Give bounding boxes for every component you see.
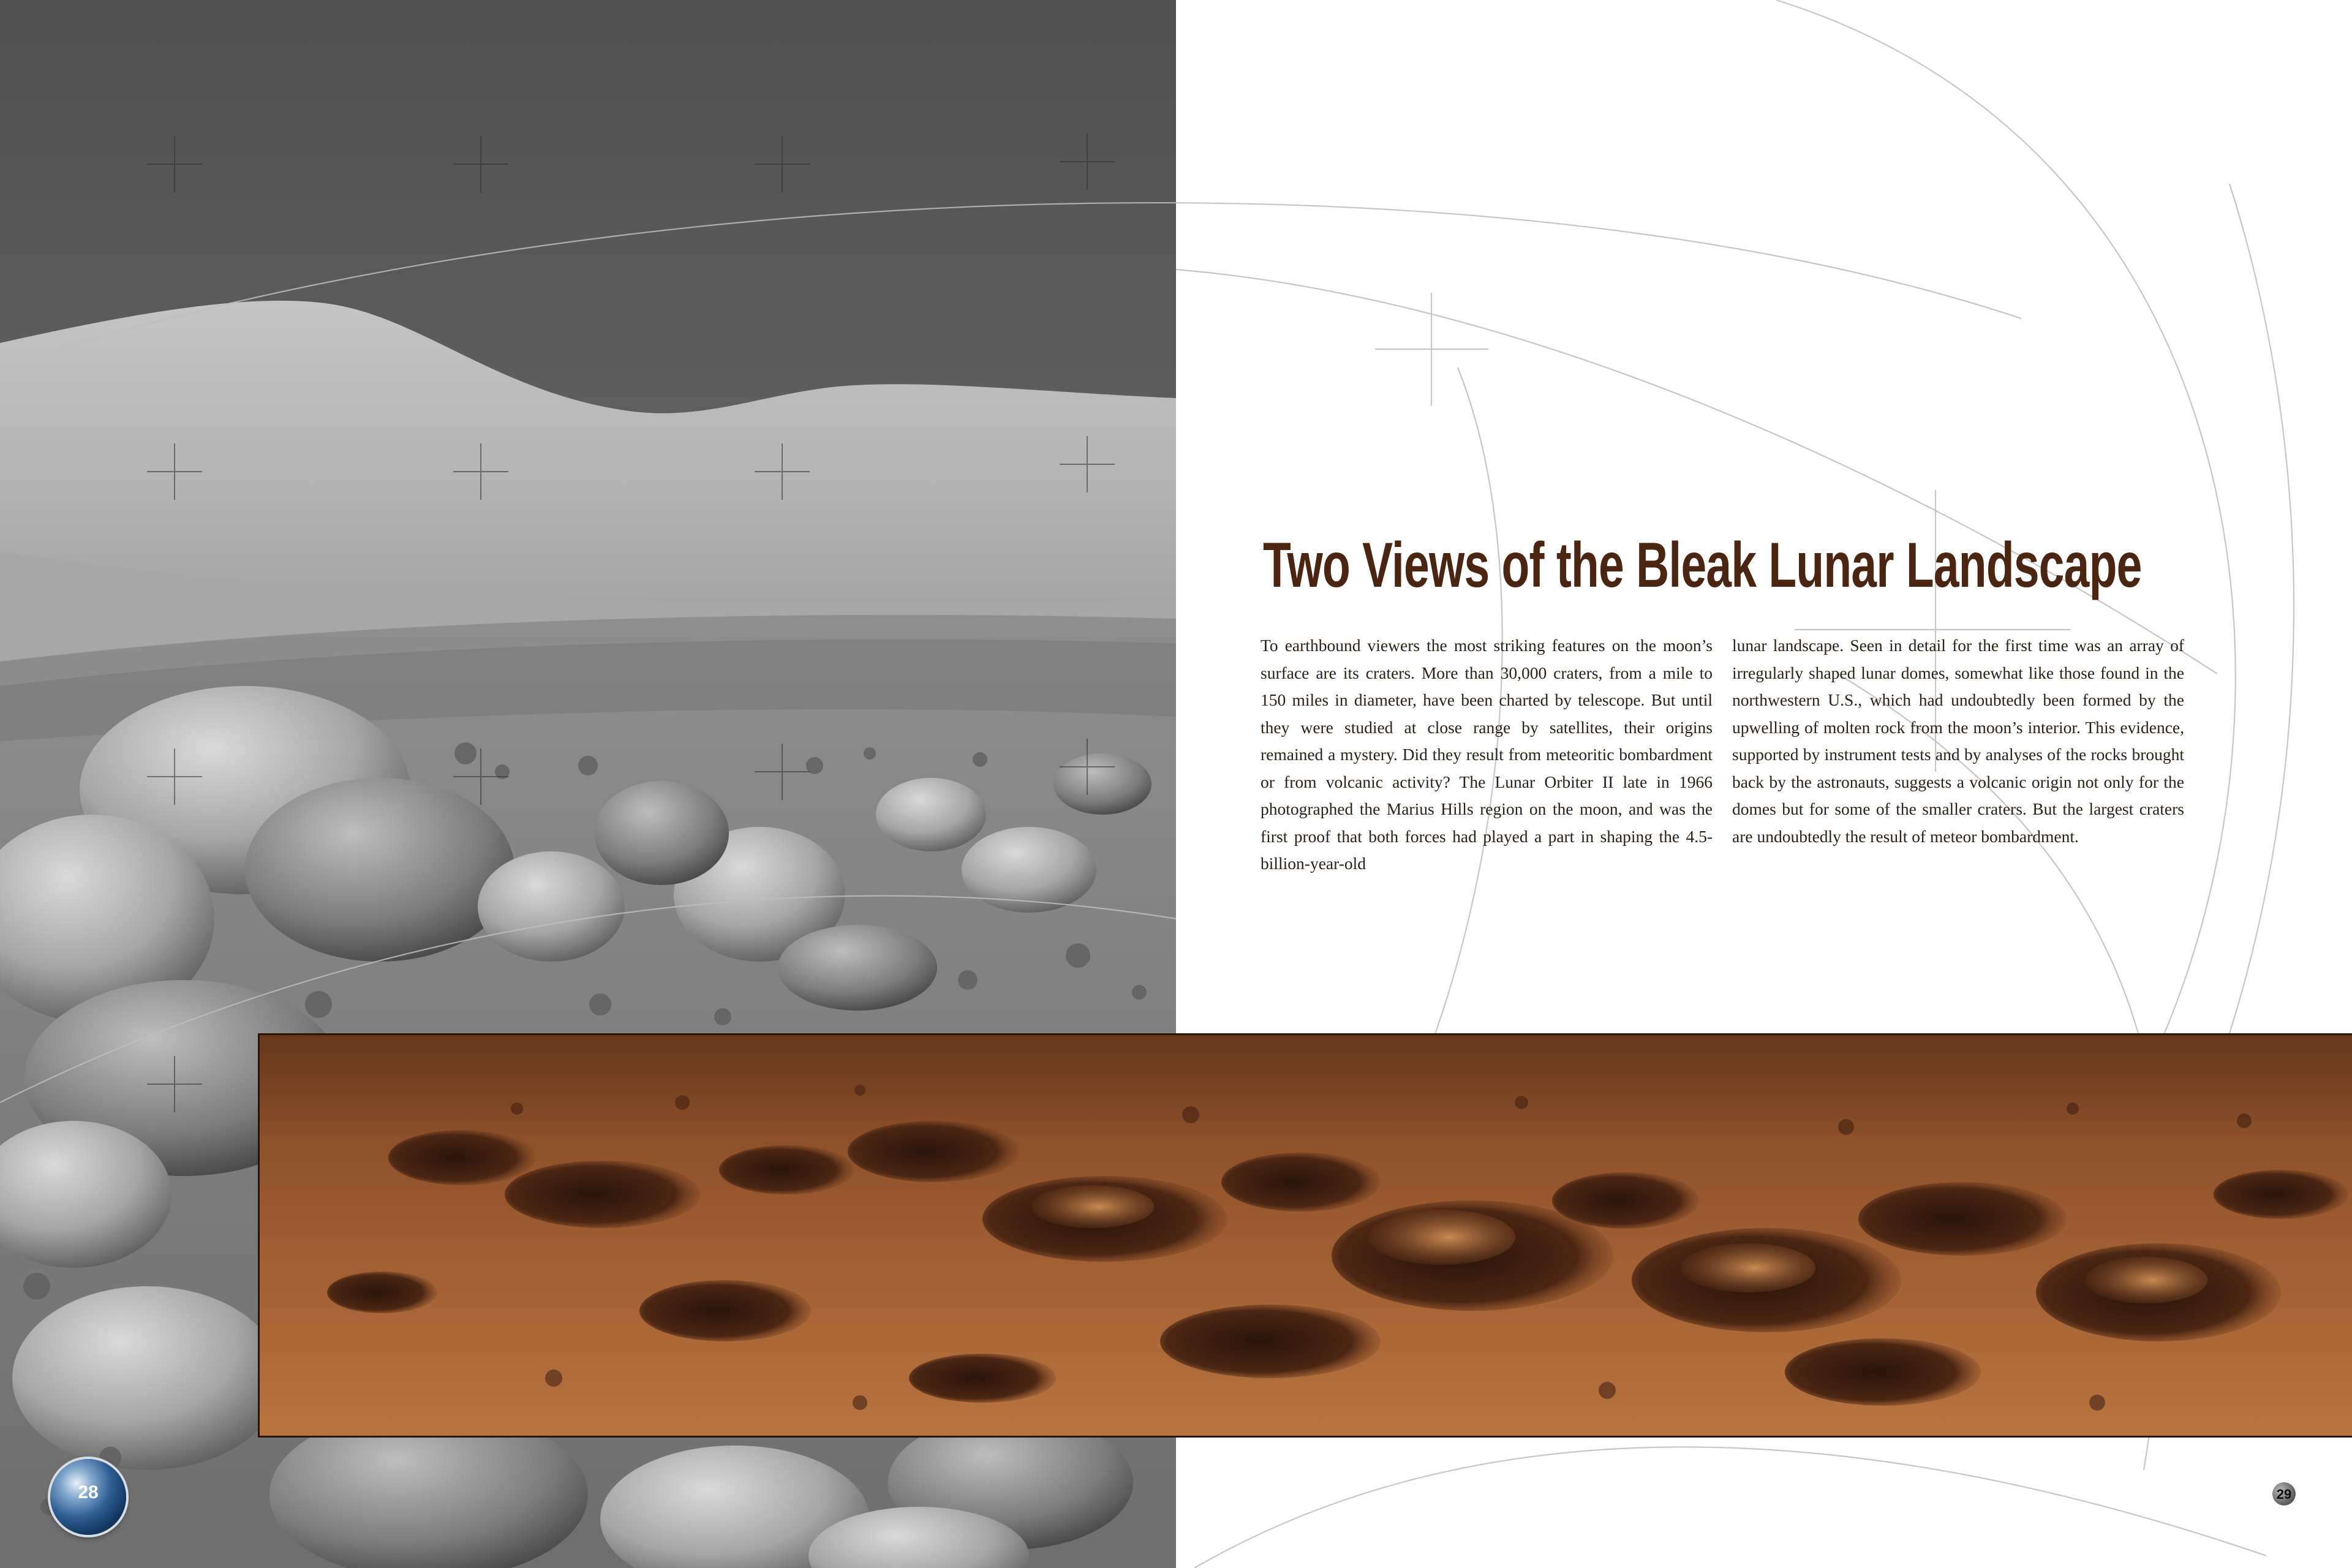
body-column-1: To earthbound viewers the most striking features on the moon’s surface are its craters. More than 30,000 craters, from a mile to 150 miles in diameter, have been charted by telescope. But until they were studied at close range by satellites, their origins remained a mystery. Did they result from meteoritic bombardment or from volcanic activity? The Lunar Orbiter II late in 1966 photographed the Marius Hills region on the moon, and was the first proof that both forces had played a part in shaping the 4.5-billion-year-old — [1261, 636, 1713, 873]
page-number-left: 28 — [78, 1482, 99, 1502]
page-number-right: 29 — [2276, 1487, 2292, 1502]
crater-terrain-photo — [260, 1035, 2352, 1436]
page-number-badge-right — [2272, 1482, 2296, 1506]
article-title: Two Views of the Bleak Lunar Landscape — [1263, 530, 2142, 601]
body-column-2: lunar landscape. Seen in detail for the first time was an array of irregularly shaped lunar domes, somewhat like those found in the northwestern U.S., which had undoubtedly been formed by the upwelling of molten rock from the moon’s interior. This evidence, supported by instrument tests and by analyses of the rocks brought back by the astronauts, suggests a volcanic origin not only for the domes but for some of the smaller craters. But the largest craters are undoubtedly the result of meteor bombardment. — [1732, 636, 2184, 846]
page-number-badge-left — [50, 1459, 126, 1535]
